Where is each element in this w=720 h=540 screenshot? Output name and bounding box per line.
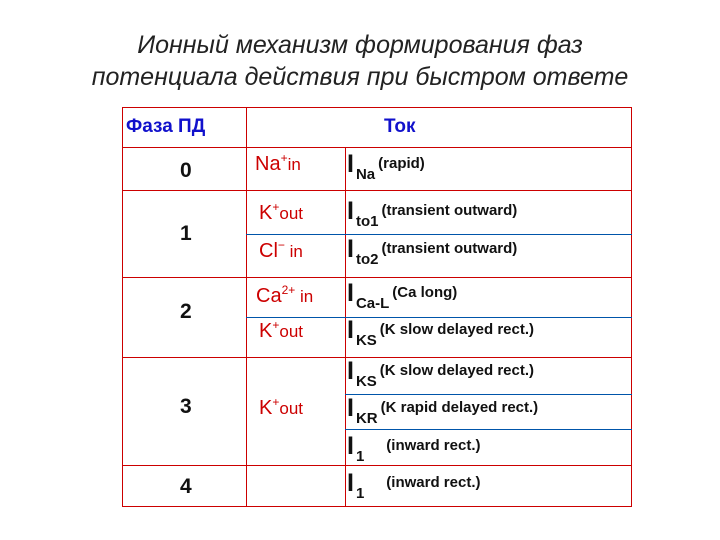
current-symbol: I <box>347 432 354 460</box>
current-symbol: I <box>347 394 354 422</box>
phase-number: 2 <box>180 300 192 323</box>
ion-cell <box>259 397 303 420</box>
ion-charge: − <box>277 238 285 252</box>
ion-cell <box>255 153 301 176</box>
current-symbol: I <box>347 279 354 307</box>
current-subscript: KR <box>355 410 378 427</box>
current-description: (transient outward) <box>381 202 518 219</box>
current-symbol: I <box>347 235 354 263</box>
ion-symbol: Cl <box>259 240 278 262</box>
ion-charge: + <box>272 395 280 409</box>
ion-charge: + <box>280 151 288 165</box>
current-description: (K rapid delayed rect.) <box>380 399 539 416</box>
current-cell <box>347 432 481 465</box>
ion-direction: out <box>279 322 303 341</box>
phase-number: 4 <box>180 475 192 498</box>
current-description: (transient outward) <box>381 240 518 257</box>
ion-symbol: K <box>259 202 273 224</box>
current-cell <box>347 279 458 312</box>
current-cell <box>347 150 425 183</box>
ion-direction: out <box>279 399 303 418</box>
current-subscript: to2 <box>355 251 379 268</box>
current-subscript: KS <box>355 373 377 390</box>
current-symbol: I <box>347 316 354 344</box>
table-border-bottom <box>122 506 632 507</box>
current-description: (inward rect.) <box>386 437 481 454</box>
row-divider-phase-0 <box>122 190 632 191</box>
current-cell <box>347 394 539 427</box>
subrow-divider <box>345 429 632 430</box>
table-border-right <box>631 107 632 507</box>
ion-charge: 2+ <box>281 283 296 297</box>
table-border-left <box>122 107 123 507</box>
ion-symbol: Na <box>255 153 281 175</box>
row-divider-header <box>122 147 632 148</box>
current-cell <box>347 197 518 230</box>
current-description: (K slow delayed rect.) <box>379 321 535 338</box>
current-symbol: I <box>347 469 354 497</box>
ion-cell <box>259 202 303 225</box>
current-subscript: to1 <box>355 213 379 230</box>
table-border-top <box>122 107 632 108</box>
ion-charge: + <box>272 318 280 332</box>
ion-direction: out <box>279 204 303 223</box>
ion-direction: in <box>289 242 303 261</box>
current-subscript: Na <box>355 166 376 183</box>
phase-number: 1 <box>180 222 192 245</box>
ion-direction: in <box>300 287 314 306</box>
current-subscript: Ca-L <box>355 295 390 312</box>
current-subscript: 1 <box>355 485 365 502</box>
phase-number: 0 <box>180 159 192 182</box>
current-cell <box>347 316 535 349</box>
current-description: (Ca long) <box>392 284 458 301</box>
slide-title-line2: потенциала действия при быстром ответе <box>91 63 629 91</box>
header-phase: Фаза ПД <box>126 116 206 137</box>
ion-charge: + <box>272 200 280 214</box>
current-subscript: KS <box>355 332 377 349</box>
current-description: (K slow delayed rect.) <box>379 362 535 379</box>
ion-symbol: K <box>259 320 273 342</box>
ion-cell <box>256 285 313 308</box>
current-symbol: I <box>347 150 354 178</box>
current-cell <box>347 235 518 268</box>
ion-cell <box>259 320 303 343</box>
row-divider-phase-3 <box>122 465 632 466</box>
ion-direction: in <box>287 155 301 174</box>
slide-title-line1: Ионный механизм формирования фаз <box>137 31 583 59</box>
ion-current-table <box>122 107 632 507</box>
current-symbol: I <box>347 357 354 385</box>
ion-symbol: Ca <box>256 285 282 307</box>
header-current: Ток <box>384 116 416 137</box>
row-divider-phase-1 <box>122 277 632 278</box>
column-divider-ion <box>345 147 346 507</box>
current-description: (rapid) <box>378 155 425 172</box>
phase-number: 3 <box>180 395 192 418</box>
current-subscript: 1 <box>355 448 365 465</box>
current-description: (inward rect.) <box>386 474 481 491</box>
current-cell <box>347 357 535 390</box>
current-symbol: I <box>347 197 354 225</box>
ion-symbol: K <box>259 397 273 419</box>
current-cell <box>347 469 481 502</box>
ion-cell <box>259 240 303 263</box>
column-divider-phase <box>246 107 247 507</box>
